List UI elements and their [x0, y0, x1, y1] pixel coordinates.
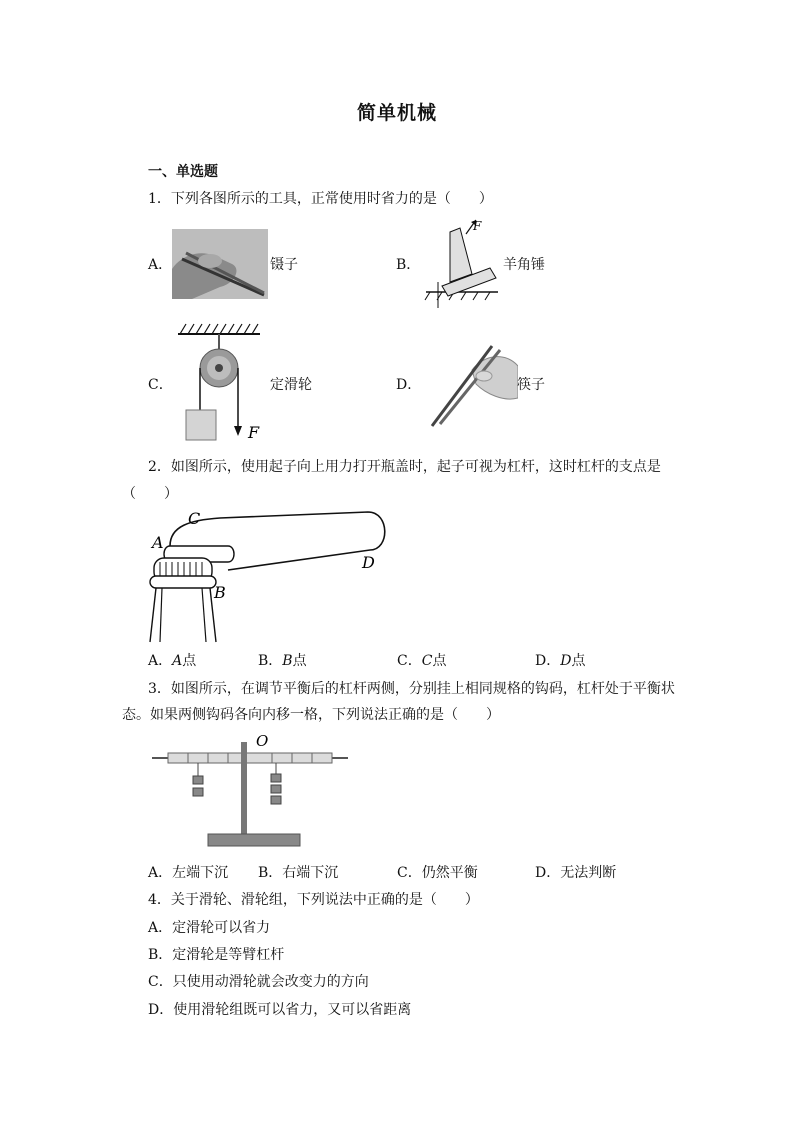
- q1-option-b-letter[interactable]: B．: [396, 257, 421, 273]
- point-d-label: D: [362, 553, 375, 572]
- chopsticks-figure: [428, 342, 518, 428]
- q1-option-b-label[interactable]: 羊角锤: [503, 257, 545, 273]
- q2-option-b-letter: B．: [258, 653, 283, 669]
- q4-option-d[interactable]: D．使用滑轮组既可以省力，又可以省距离: [148, 1002, 412, 1018]
- q4-option-a[interactable]: A．定滑轮可以省力: [148, 920, 271, 936]
- q3-option-d[interactable]: D．无法判断: [535, 865, 617, 881]
- lever-balance-figure: [150, 732, 350, 850]
- q2-option-a-letter: A．: [148, 653, 173, 669]
- fixed-pulley-figure: [172, 320, 268, 442]
- point-b-label: B: [214, 583, 226, 602]
- hammer-force-label: F: [473, 219, 482, 233]
- q2-option-a[interactable]: [148, 652, 196, 670]
- q4-option-b[interactable]: B．定滑轮是等臂杠杆: [148, 947, 285, 963]
- q2-option-d-letter: D．: [535, 653, 561, 669]
- q2-option-a-suffix: 点: [182, 653, 197, 669]
- q2-stem: 2．如图所示，使用起子向上用力打开瓶盖时，起子可视为杠杆，这时杠杆的支点是: [148, 459, 661, 475]
- point-a-label: A: [152, 533, 164, 552]
- q2-stem-paren: （ ）: [122, 486, 178, 502]
- pulley-force-label: F: [248, 423, 260, 442]
- q1-option-d-letter[interactable]: D．: [396, 377, 422, 393]
- bottle-opener-figure: [140, 506, 390, 646]
- q2-option-c-suffix: 点: [432, 653, 447, 669]
- q3-option-a[interactable]: A．左端下沉: [148, 865, 229, 881]
- q2-option-c[interactable]: [397, 652, 446, 670]
- q2-option-b-suffix: 点: [292, 653, 307, 669]
- q1-option-a-letter[interactable]: A．: [148, 257, 173, 273]
- q4-option-c[interactable]: C．只使用动滑轮就会改变力的方向: [148, 974, 369, 990]
- claw-hammer-figure: [420, 216, 500, 310]
- q2-option-c-letter: C．: [397, 653, 422, 669]
- q2-option-c-var: C: [421, 653, 433, 669]
- fulcrum-o-label: O: [256, 732, 269, 750]
- q1-option-a-label[interactable]: 镊子: [270, 257, 298, 273]
- q1-option-d-label[interactable]: 筷子: [517, 377, 545, 393]
- q2-option-a-var: A: [172, 653, 183, 669]
- q2-option-d[interactable]: [535, 652, 585, 670]
- q2-option-b-var: B: [282, 653, 293, 669]
- section-heading: 一、单选题: [148, 164, 218, 180]
- q1-option-c-label[interactable]: 定滑轮: [270, 377, 312, 393]
- q3-option-c[interactable]: C．仍然平衡: [397, 865, 478, 881]
- q1-stem: 1．下列各图所示的工具，正常使用时省力的是（ ）: [148, 191, 493, 207]
- q2-option-b[interactable]: [258, 652, 307, 670]
- q3-option-b[interactable]: B．右端下沉: [258, 865, 339, 881]
- q4-stem: 4．关于滑轮、滑轮组，下列说法中正确的是（ ）: [148, 892, 479, 908]
- q1-option-c-letter[interactable]: C．: [148, 377, 173, 393]
- page-title: 简单机械: [356, 102, 437, 124]
- tweezers-figure: [172, 229, 268, 299]
- point-c-label: C: [188, 509, 201, 528]
- q3-stem-cont: 态。如果两侧钩码各向内移一格，下列说法正确的是（ ）: [122, 707, 500, 723]
- q2-option-d-suffix: 点: [571, 653, 586, 669]
- q2-option-d-var: D: [560, 653, 572, 669]
- q3-stem: 3．如图所示，在调节平衡后的杠杆两侧，分别挂上相同规格的钩码，杠杆处于平衡状: [148, 681, 675, 697]
